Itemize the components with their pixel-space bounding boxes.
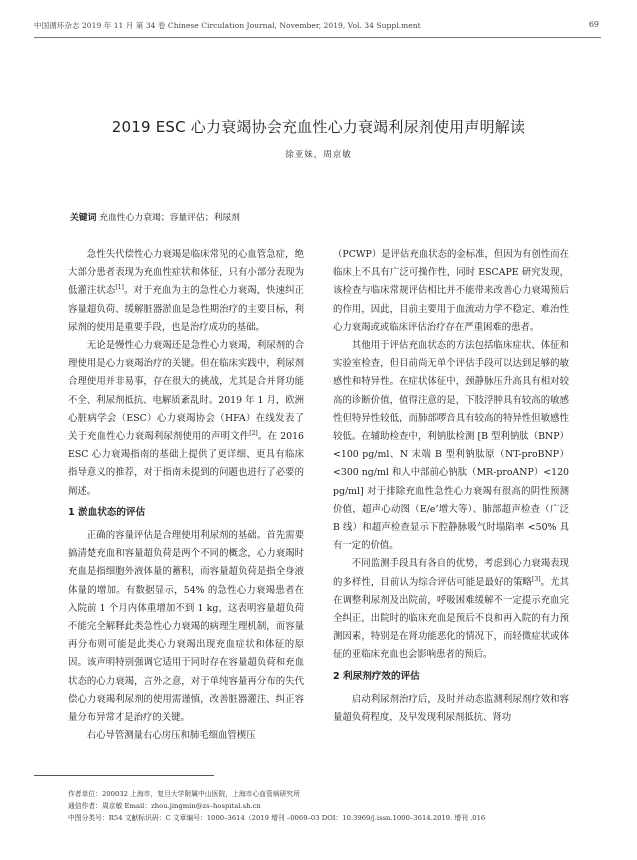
- keywords-label: 关键词: [70, 213, 97, 223]
- paragraph: （PCWP）是评估充血状态的金标准，但因为有创性而在临床上不具有广泛可操作性，同时 ESCAPE 研究发现，该检查与临床常规评估相比并不能带来改善心力衰竭预后的作用，因此，目前主要用于血流动力学不稳定、难治性心力衰竭或或临床评估治疗存在严重困难的患者。: [333, 249, 569, 333]
- page-number: 69: [588, 20, 599, 29]
- paragraph: [68, 337, 304, 501]
- paragraph-text: 。尤其在调整利尿剂及出院前，呼吸困难缓解不一定提示充血完全纠正，出院时的临床充血是预后不良和再入院的有力预测因素，特别是在肾功能恶化的情况下，而轻微症状或体征的亚临床充血也会影响患者的预后。: [333, 576, 569, 661]
- paragraph-text: 急性失代偿性心力衰竭是临床常见的心血管急症，绝大部分患者表现为充血性症状和体征，只有小部分表现为低灌注状态: [68, 249, 304, 297]
- author-list: 徐亚妹，周京敏: [285, 150, 352, 160]
- citation-ref: [2]: [249, 429, 258, 437]
- paragraph: 其他用于评估充血状态的方法包括临床症状、体征和实验室检查，但目前尚无单个评估手段可以达到足够的敏感性和特异性。在症状体征中，颈静脉压升高具有相对较高的诊断价值，值得注意的是，下肢浮肿具有较高的敏感性但特异性较低，而肺部啰音具有较高的特异性但敏感性较低。在辅助检查中，利钠肽检测 [B 型利钠肽（BNP）<100 pg/ml、N 末端 B 型利钠肽原（NT-proBNP）<300 ng/ml 和人中部前心钠肽（MR-proANP）<120 pg/ml] 对于排除充血性急性心力衰竭有很高的阴性预测价值，超声心动图（E/e’增大等）、肺部超声检查（广泛 B 线）和超声检查显示下腔静脉吸气时塌陷率 <50% 具有一定的价值。: [333, 340, 569, 552]
- paragraph: 启动利尿剂治疗后，及时并动态监测利尿剂疗效和容量超负荷程度，及早发现利尿剂抵抗、肾功: [333, 693, 569, 724]
- paragraph: 右心导管测量右心房压和肺毛细血管楔压: [86, 730, 256, 742]
- section-heading: 2 利尿剂疗效的评估: [333, 670, 420, 682]
- paragraph: [333, 555, 569, 664]
- classification-info: 中图分类号：R54 文献标识码：C 文章编号：1000–3614（2019 增刊 –0069–03 DOI：10.3969/j.issn.1000–3614.2019. 增刊 .016: [68, 814, 486, 822]
- article-title: 2019 ESC 心力衰竭协会充血性心力衰竭利尿剂使用声明解读: [111, 118, 526, 136]
- paragraph-text: 。在 2016 ESC 心力衰竭指南的基础上提供了更详细、更具有临床指导意义的推荐，对于指南未提到的问题也进行了必要的阐述。: [68, 431, 304, 497]
- paragraph-text: 不同监测手段具有各自的优势，考虑到心力衰竭表现的多样性，目前认为综合评估可能是最好的策略: [333, 558, 569, 588]
- corresponding-author: 通信作者：周京敏 Email：zhou.jingmin@zs–hospital.sh.cn: [68, 802, 261, 810]
- author-affiliation: 作者单位：200032 上海市，复旦大学附属中山医院，上海市心血管病研究所: [68, 790, 301, 798]
- section-heading: 1 淤血状态的评估: [68, 506, 146, 518]
- right-column: [333, 246, 569, 727]
- keywords-line: [70, 210, 240, 223]
- keywords-text: 充血性心力衰竭；容量评估；利尿剂: [99, 213, 240, 223]
- left-column: [68, 246, 304, 745]
- running-header: [34, 20, 601, 38]
- footnotes: [68, 788, 485, 824]
- paragraph: [68, 246, 304, 337]
- paragraph-text: 无论是慢性心力衰竭还是急性心力衰竭，利尿剂的合理使用是心力衰竭治疗的关键。但在临床实践中，利尿剂合理使用并非易事，存在很大的挑战，尤其是合并肾功能不全、利尿剂抵抗、电解质紊乱时。2019 年 1 月，欧洲心脏病学会（ESC）心力衰竭协会（HFA）在线发表了关于充血性心力衰竭利尿剂使用的声明文件: [68, 340, 304, 443]
- footnote-divider: [34, 775, 214, 776]
- paragraph-text: 。对于充血为主的急性心力衰竭，快速纠正容量超负荷、缓解脏器淤血是急性期治疗的主要目标，利尿剂的使用是重要手段，也是治疗成功的基础。: [68, 285, 304, 333]
- paragraph: 正确的容量评估是合理使用利尿剂的基础。首先需要搞清楚充血和容量超负荷是两个不同的概念，心力衰竭时充血是指细胞外液体量的蓄积，而容量超负荷是指全身液体量的增加。有数据显示，54% 的急性心力衰竭患者在入院前 1 个月内体重增加不到 1 kg，这表明容量超负荷不能完全解释此类急性心力衰竭的病理生理机制，而容量再分布则可能是此类心力衰竭出现充血症状和体征的原因。该声明特别强调它适用于同时存在容量超负荷和充血状态的心力衰竭，言外之意，对于单纯容量再分布的失代偿心力衰竭利尿剂的使用需谨慎，改善脏器灌注、纠正容量分布异常才是治疗的关键。: [68, 530, 304, 724]
- citation-ref: [3]: [532, 575, 541, 583]
- journal-info: 中国循环杂志 2019 年 11 月 第 34 卷 Chinese Circulation Journal, November, 2019, Vol. 34 Suppl.ment: [34, 21, 421, 30]
- citation-ref: [1]: [115, 284, 124, 292]
